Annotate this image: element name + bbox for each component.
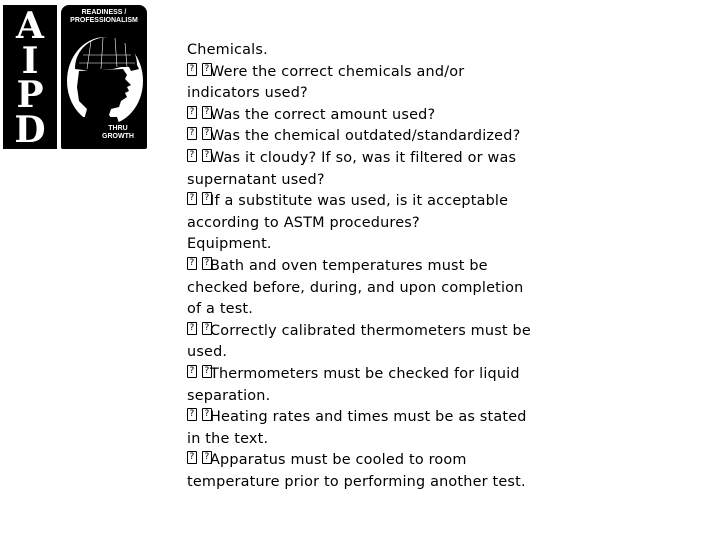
text-line	[187, 299, 707, 321]
missing-glyph-box-icon: ?	[202, 451, 212, 464]
line-text: Correctly calibrated thermometers must be	[210, 322, 531, 339]
line-text: checked before, during, and upon completion	[187, 279, 524, 296]
missing-glyph-box-icon: ?	[187, 257, 197, 270]
logo-motto-top: READINESS / PROFESSIONALISM	[70, 9, 138, 24]
missing-glyph-box-icon: ?	[202, 408, 212, 421]
bullet-line	[187, 321, 707, 343]
missing-glyph-icon	[187, 365, 213, 379]
line-text: in the text.	[187, 430, 269, 447]
logo-letter-a: A	[16, 5, 44, 47]
bullet-line	[187, 191, 707, 213]
missing-glyph-box-icon: ?	[187, 127, 197, 140]
text-line	[187, 386, 707, 408]
missing-glyph-icon	[187, 322, 213, 336]
missing-glyph-box-icon: ?	[187, 106, 197, 119]
missing-glyph-box-icon: ?	[187, 192, 197, 205]
missing-glyph-box-icon: ?	[187, 322, 197, 335]
text-line	[187, 234, 707, 256]
logo-emblem-panel	[61, 5, 147, 149]
line-text: separation.	[187, 387, 271, 404]
logo-letter-i: I	[21, 39, 39, 82]
aipd-logo	[3, 5, 147, 149]
missing-glyph-box-icon: ?	[202, 365, 212, 378]
line-text: temperature prior to performing another test.	[187, 473, 526, 490]
line-text: according to ASTM procedures?	[187, 214, 420, 231]
line-text: Apparatus must be cooled to room	[210, 452, 467, 469]
missing-glyph-box-icon: ?	[187, 149, 197, 162]
logo-letter-p: P	[16, 74, 44, 117]
logo-letter-d: D	[14, 108, 46, 151]
missing-glyph-icon	[187, 63, 213, 77]
missing-glyph-box-icon: ?	[187, 365, 197, 378]
line-text: Was the correct amount used?	[210, 106, 436, 123]
missing-glyph-box-icon: ?	[202, 127, 212, 140]
line-text: Heating rates and times must be as stated	[210, 409, 527, 426]
line-text: Was it cloudy? If so, was it filtered or was	[210, 149, 517, 166]
text-line	[187, 342, 707, 364]
missing-glyph-icon	[187, 149, 213, 163]
text-line	[187, 278, 707, 300]
missing-glyph-box-icon: ?	[202, 192, 212, 205]
missing-glyph-box-icon: ?	[202, 257, 212, 270]
bullet-line	[187, 148, 707, 170]
bullet-line	[187, 364, 707, 386]
bullet-line	[187, 450, 707, 472]
line-text: Thermometers must be checked for liquid	[210, 365, 520, 382]
line-text: Were the correct chemicals and/or	[210, 63, 465, 80]
line-text: of a test.	[187, 301, 254, 318]
bullet-line	[187, 126, 707, 148]
line-text: indicators used?	[187, 85, 308, 102]
line-text: If a substitute was used, is it acceptable	[210, 193, 509, 210]
missing-glyph-icon	[187, 192, 213, 206]
missing-glyph-icon	[187, 106, 213, 120]
bullet-line	[187, 256, 707, 278]
logo-letters-column	[3, 5, 57, 149]
line-text: used.	[187, 344, 228, 361]
text-line	[187, 213, 707, 235]
missing-glyph-box-icon: ?	[187, 63, 197, 76]
text-line	[187, 429, 707, 451]
missing-glyph-icon	[187, 127, 213, 141]
line-text: Equipment.	[187, 236, 272, 253]
line-text: supernatant used?	[187, 171, 325, 188]
missing-glyph-box-icon: ?	[187, 451, 197, 464]
line-text: Bath and oven temperatures must be	[210, 257, 488, 274]
bullet-line	[187, 62, 707, 84]
logo-motto-bottom: THRU GROWTH	[102, 125, 134, 140]
missing-glyph-icon	[187, 451, 213, 465]
text-line	[187, 472, 707, 494]
missing-glyph-box-icon: ?	[187, 408, 197, 421]
missing-glyph-box-icon: ?	[202, 322, 212, 335]
bullet-line	[187, 407, 707, 429]
missing-glyph-icon	[187, 408, 213, 422]
text-line	[187, 83, 707, 105]
checklist-text	[187, 40, 707, 493]
text-line	[187, 170, 707, 192]
text-line	[187, 40, 707, 62]
bullet-line	[187, 105, 707, 127]
line-text: Was the chemical outdated/standardized?	[210, 128, 521, 145]
missing-glyph-box-icon: ?	[202, 63, 212, 76]
missing-glyph-icon	[187, 257, 213, 271]
line-text: Chemicals.	[187, 42, 268, 58]
missing-glyph-box-icon: ?	[202, 106, 212, 119]
missing-glyph-box-icon: ?	[202, 149, 212, 162]
